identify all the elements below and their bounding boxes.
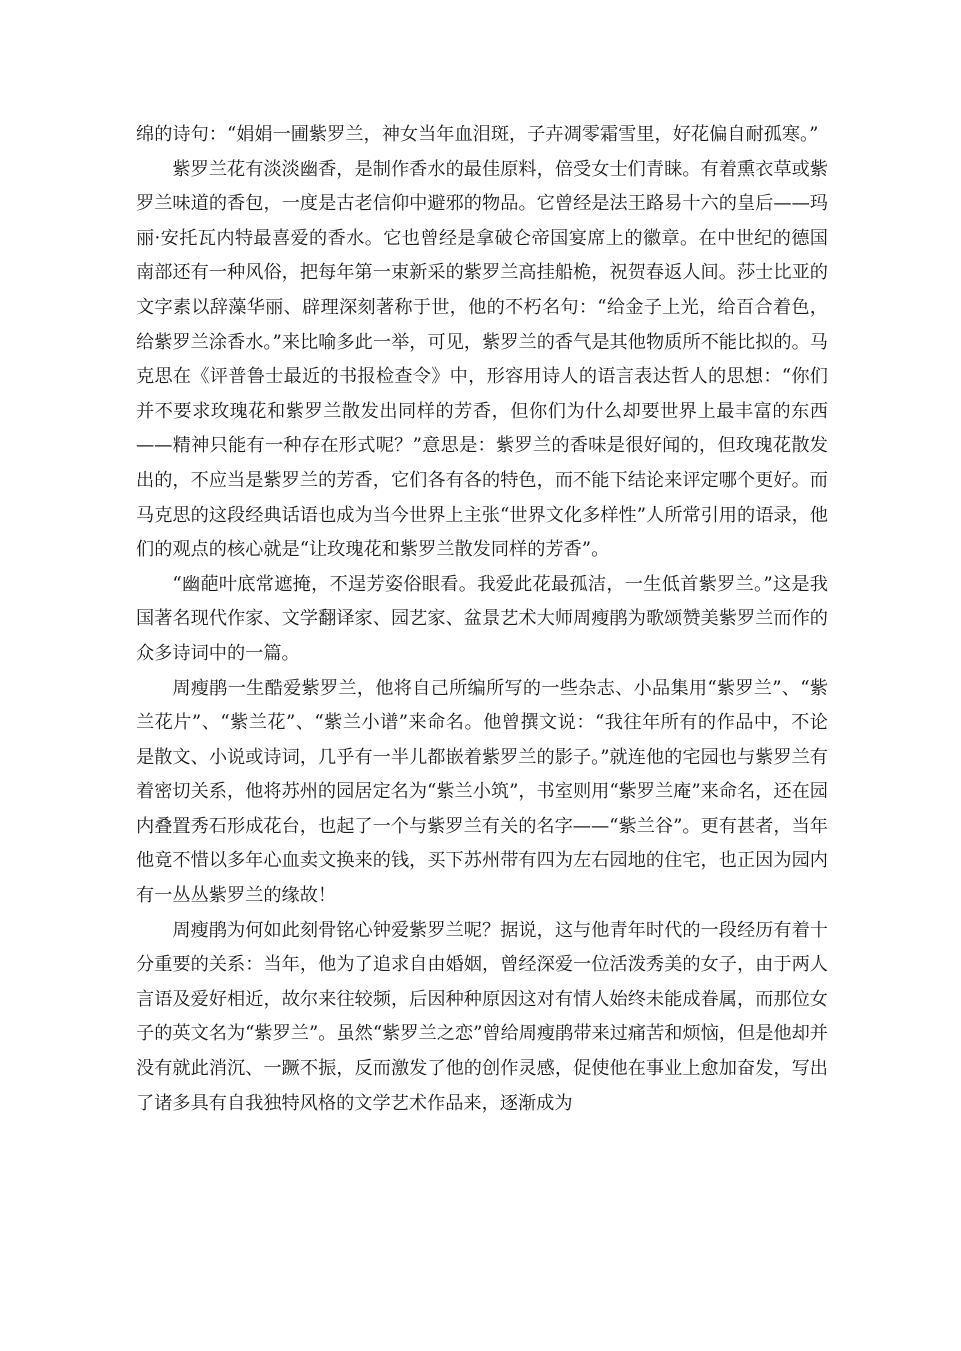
paragraph-2: 紫罗兰花有淡淡幽香，是制作香水的最佳原料，倍受女士们青睐。有着熏衣草或紫罗兰味道的香包，一度是古老信仰中避邪的物品。它曾经是法王路易十六的皇后——玛丽·安托瓦内特最喜爱的香水。它也曾经是拿破仑帝国宴席上的徽章。在中世纪的德国南部还有一种风俗，把每年第一束新采的紫罗兰高挂船桅，祝贺春返人间。莎士比亚的文字素以辞藻华丽、辟理深刻著称于世，他的不朽名句：“给金子上光，给百合着色，给紫罗兰涂香水。”来比喻多此一举，可见，紫罗兰的香气是其他物质所不能比拟的。马克思在《评普鲁士最近的书报检查令》中，形容用诗人的语言表达哲人的思想：“你们并不要求玫瑰花和紫罗兰散发出同样的芳香，但你们为什么却要世界上最丰富的东西——精神只能有一种存在形式呢？”意思是：紫罗兰的香味是很好闻的，但玫瑰花散发出的，不应当是紫罗兰的芳香，它们各有各的特色，而不能下结论来评定哪个更好。而马克思的这段经典话语也成为当今世界上主张“世界文化多样性”人所常引用的语录，他们的观点的核心就是“让玫瑰花和紫罗兰散发同样的芳香”。	[136, 158, 828, 561]
paragraph-3: “幽葩叶底常遮掩，不逞芳姿俗眼看。我爱此花最孤洁，一生低首紫罗兰。”这是我国著名现代作家、文学翻译家、园艺家、盆景艺术大师周瘦鹃为歌颂赞美紫罗兰而作的众多诗词中的一篇。	[136, 573, 828, 664]
paragraph-5: 周瘦鹃为何如此刻骨铭心钟爱紫罗兰呢？据说，这与他青年时代的一段经历有着十分重要的关系：当年，他为了追求自由婚姻，曾经深爱一位活泼秀美的女子，由于两人言语及爱好相近，故尔来往较频，后因种种原因这对有情人始终未能成眷属，而那位女子的英文名为“紫罗兰”。虽然“紫罗兰之恋”曾给周瘦鹃带来过痛苦和烦恼，但是他却并没有就此消沉、一蹶不振，反而激发了他的创作灵感，促使他在事业上愈加奋发，写出了诸多具有自我独特风格的文学艺术作品来，逐渐成为	[136, 919, 828, 1114]
document-body	[136, 118, 828, 1121]
paragraph-1: 绵的诗句：“娟娟一圃紫罗兰，神女当年血泪斑，子卉凋零霜雪里，好花偏自耐孤寒。”	[136, 124, 819, 145]
paragraph-4: 周瘦鹃一生酷爱紫罗兰，他将自己所编所写的一些杂志、小品集用“紫罗兰”、“紫兰花片”、“紫兰花”、“紫兰小谱”来命名。他曾撰文说：“我往年所有的作品中，不论是散文、小说或诗词，几乎有一半儿都嵌着紫罗兰的影子。”就连他的宅园也与紫罗兰有着密切关系，他将苏州的园居定名为“紫兰小筑”，书室则用“紫罗兰庵”来命名，还在园内叠置秀石形成花台，也起了一个与紫罗兰有关的名字——“紫兰谷”。更有甚者，当年他竟不惜以多年心血卖文换来的钱，买下苏州带有四为左右园地的住宅，也正因为园内有一丛丛紫罗兰的缘故！	[136, 677, 828, 907]
